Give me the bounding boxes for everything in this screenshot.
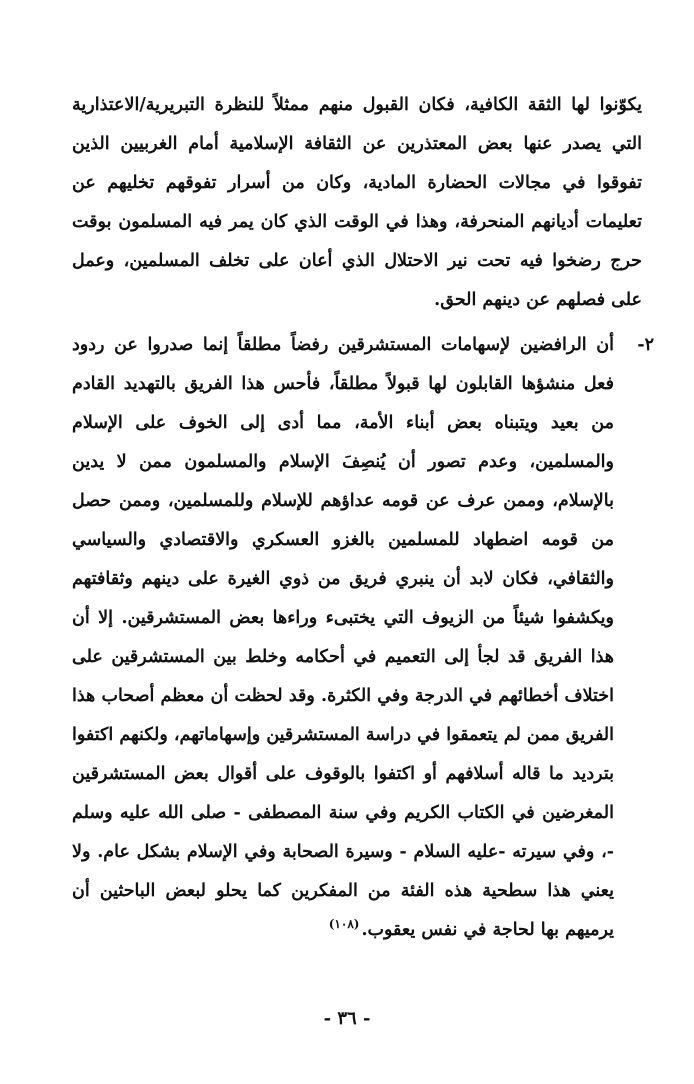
paragraph-continuation: يكوّنوا لها الثقة الكافية، فكان القبول منهم ممثلاً للنظرة التبريرية/الاعتذارية التي يصدر عنها بعض المعتذرين عن الثقافة الإسلامية أمام الغربيين الذين تفوقوا في مجالات الحضارة المادية، وكان من أسرار تفوقهم تخليهم عن تعليمات أديانهم المنحرفة، وهذا في الوقت الذي كان يمر فيه المسلمون بوقت حرج رضخوا فيه تحت نير الاحتلال الذي أعان على تخلف المسلمين، وعمل على فصلهم عن دينهم الحق. bbox=[72, 95, 642, 310]
list-item-number: ٢- bbox=[637, 335, 654, 355]
list-item-text: أن الرافضين لإسهامات المستشرقين رفضاً مطلقاً إنما صدروا عن ردود فعل منشؤها القابلون لها قبولاً مطلقاً، فأحس هذا الفريق بالتهديد القادم من بعيد ويتبناه بعض أبناء الأمة، مما أدى إلى الخوف على الإسلام والمسلمين، وعدم تصور أن يُنصِفَ الإسلام والمسلمون ممن لا يدين بالإسلام، وممن عرف عن قومه عداؤهم للإسلام وللمسلمين، وممن حصل من قومه اضطهاد للمسلمين بالغزو العسكري والاقتصادي والسياسي والثقافي، فكان لابد أن ينبري فريق من ذوي الغيرة على دينهم وثقافتهم ويكشفوا شيئاً من الزيوف التي يختبىء وراءها بعض المستشرقين. إلا أن هذا الفريق قد لجأ إلى التعميم في أحكامه وخلط بين المستشرقين على اختلاف أخطائهم في الدرجة وفي الكثرة. وقد لحظت أن معظم أصحاب هذا الفريق ممن لم يتعمقوا في دراسة المستشرقين وإسهاماتهم، ولكنهم اكتفوا بترديد ما قاله أسلافهم أو اكتفوا بالوقوف على أقوال بعض المستشرقين المغرضين في الكتاب الكريم وفي سنة المصطفى - صلى الله عليه وسلم -، وفي سيرته -عليه السلام - وسيرة الصحابة وفي الإسلام بشكل عام. ولا يعني هذا سطحية هذه الفئة من المفكرين كما يحلو لبعض الباحثين أن يرميهم بها لحاجة في نفس يعقوب. bbox=[72, 335, 614, 940]
page-number: - ٣٦ - bbox=[323, 1008, 371, 1029]
footnote-reference[interactable]: (١٠٨) bbox=[328, 917, 360, 932]
list-item-paragraph bbox=[72, 326, 614, 950]
